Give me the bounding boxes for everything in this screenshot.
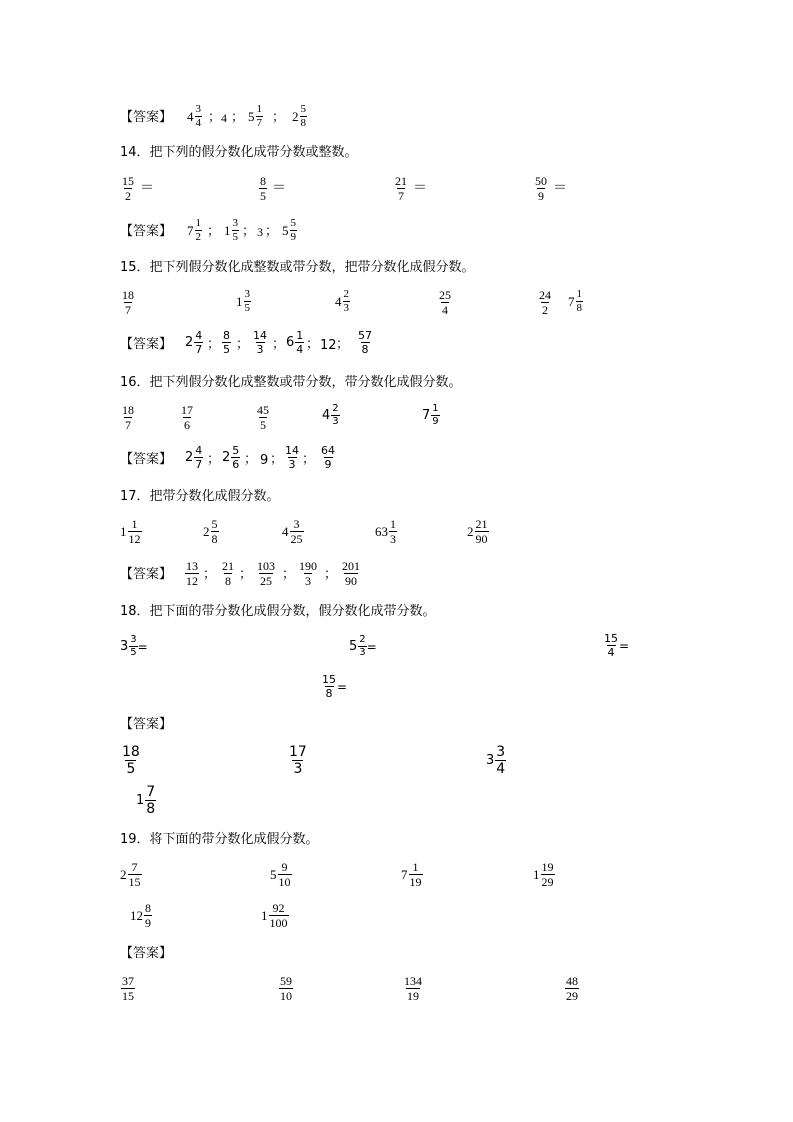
fraction: 5 $\frac{1}{7}$ (248, 103, 262, 129)
fraction: $\frac{50}{9}$ (535, 174, 547, 203)
fraction: $\frac{48}{29}$ (566, 974, 578, 1003)
q14-title: 14．把下列的假分数化成带分数或整数。 (120, 145, 358, 160)
fraction: 2 $\frac{5}{8}$ (292, 103, 306, 129)
fraction: $\frac{64}{9}$ (321, 444, 335, 471)
fraction: $\frac{17}{6}$ (181, 403, 193, 432)
fraction: $\frac{134}{19}$ (404, 974, 422, 1003)
fraction: $\frac{18}{5}$ (122, 744, 140, 777)
fraction: 7 $\frac{1}{8}$ (568, 288, 582, 314)
fraction: 4 $\frac{2}{3}$ (322, 403, 339, 427)
fraction: 7 $\frac{1}{19}$ (401, 860, 422, 889)
fraction: $\frac{8}{5}$ (260, 174, 266, 203)
fraction: $\frac{15}{4}$ = (604, 632, 630, 659)
fraction: 1 $\frac{7}{8}$ (136, 784, 156, 817)
answer-label: 【答案】 (120, 946, 173, 961)
q15-answer-row: 【答案】 2 $\frac{4}{7}$ ； $\frac{8}{5}$ ； $\frac{14}{3}$ ； 6 $\frac{1}{4}$ ； 12 ； $\frac{57}{8}$ (120, 329, 372, 356)
fraction: $\frac{14}{3}$ (253, 329, 267, 356)
fraction: $\frac{14}{3}$ (285, 444, 299, 471)
fraction: $\frac{201}{90}$ (342, 559, 360, 588)
integer: 3 (257, 225, 263, 239)
fraction: 2 $\frac{4}{7}$ (185, 329, 203, 356)
q16-items-row (0, 403, 793, 432)
integer: 4 (221, 111, 227, 125)
fraction: $\frac{45}{5}$ (257, 403, 269, 432)
fraction: 1 $\frac{19}{29}$ (533, 860, 554, 889)
fraction: 2 $\frac{5}{6}$ (222, 444, 240, 471)
q14-answer-row: 【答案】 7 $\frac{1}{2}$ ； 1 $\frac{3}{5}$ ； 3 ； 5 $\frac{5}{9}$ (120, 217, 296, 243)
q16-answer-row: 【答案】 2 $\frac{4}{7}$ ； 2 $\frac{5}{6}$ ； 9 ； $\frac{14}{3}$ ； $\frac{64}{9}$ (120, 444, 335, 471)
fraction: $\frac{190}{3}$ (299, 559, 317, 588)
integer: 12 (320, 338, 337, 353)
fraction: 1 $\frac{3}{5}$ (236, 288, 250, 314)
fraction: 5 $\frac{9}{10}$ (270, 860, 291, 889)
fraction: $\frac{24}{2}$ (539, 288, 551, 317)
q18-items-row-2 (0, 673, 793, 700)
fraction: $\frac{17}{3}$ (289, 744, 307, 777)
q18-answer-row-2 (0, 784, 793, 817)
fraction: 1 $\frac{3}{5}$ (224, 217, 238, 243)
fraction: $\frac{103}{25}$ (257, 559, 275, 588)
q18-items-row (0, 632, 793, 659)
fraction: 4 $\frac{3}{4}$ (187, 103, 201, 129)
q14-items-row: $\frac{15}{2}$ ＝ $\frac{8}{5}$ ＝ $\frac{21}{7}$ ＝ $\frac{50}{9}$ ＝ (122, 174, 567, 203)
fraction: 12 $\frac{8}{9}$ (130, 901, 151, 930)
q17-title: 17．把带分数化成假分数。 (120, 489, 280, 504)
fraction: 4 $\frac{3}{25}$ (282, 517, 303, 546)
fraction: $\frac{21}{7}$ (395, 174, 407, 203)
fraction: $\frac{59}{10}$ (280, 974, 292, 1003)
fraction: 1 $\frac{1}{12}$ (120, 517, 141, 546)
q17-items-row (0, 517, 793, 546)
q19-answer-row (0, 974, 793, 1003)
fraction: $\frac{15}{2}$ (122, 174, 134, 203)
q19-items-row-2 (0, 901, 793, 930)
fraction: 3 $\frac{3}{5}$ = (120, 634, 148, 658)
fraction: 2 $\frac{7}{15}$ (120, 860, 141, 889)
fraction: $\frac{37}{15}$ (122, 974, 134, 1003)
fraction: $\frac{18}{7}$ (122, 403, 134, 432)
q16-title: 16．把下列假分数化成整数或带分数，带分数化成假分数。 (120, 375, 462, 390)
fraction: $\frac{13}{12}$ (186, 559, 198, 588)
fraction: $\frac{57}{8}$ (358, 329, 372, 356)
fraction: 2 $\frac{4}{7}$ (185, 444, 203, 471)
q17-answer-row: 【答案】 $\frac{13}{12}$ ； $\frac{21}{8}$ ； $\frac{103}{25}$ ； $\frac{190}{3}$ ； $\frac{201}{90}$ (120, 559, 360, 588)
q13-answer-row: 【答案】 4 $\frac{3}{4}$ ； 4 ； 5 $\frac{1}{7}$ ； 2 $\frac{5}{8}$ (120, 103, 306, 129)
fraction: 63 $\frac{1}{3}$ (375, 517, 396, 546)
fraction: 7 $\frac{1}{9}$ (422, 403, 439, 427)
q15-items-row (0, 288, 793, 317)
q19-items-row (0, 860, 793, 889)
integer: 9 (260, 453, 269, 468)
fraction: 6 $\frac{1}{4}$ (286, 329, 304, 356)
fraction: $\frac{18}{7}$ (122, 288, 134, 317)
fraction: $\frac{8}{5}$ (223, 329, 230, 356)
answer-label: 【答案】 (120, 110, 173, 125)
fraction: 2 $\frac{21}{90}$ (467, 517, 488, 546)
fraction: $\frac{21}{8}$ (222, 559, 234, 588)
fraction: 5 $\frac{2}{3}$ = (349, 634, 377, 658)
fraction: 2 $\frac{5}{8}$ (203, 517, 218, 546)
q18-answer-row (0, 744, 793, 777)
fraction: 5 $\frac{5}{9}$ (282, 217, 296, 243)
fraction: 7 $\frac{1}{2}$ (187, 217, 201, 243)
fraction: 1 $\frac{92}{100}$ (261, 901, 288, 930)
fraction: $\frac{15}{8}$ = (322, 673, 348, 700)
answer-label: 【答案】 (120, 717, 173, 732)
fraction: 4 $\frac{2}{3}$ (335, 288, 349, 314)
fraction: 3 $\frac{3}{4}$ (486, 744, 506, 777)
q15-title: 15．把下列假分数化成整数或带分数，把带分数化成假分数。 (120, 260, 475, 275)
fraction: $\frac{25}{4}$ (439, 288, 451, 317)
q18-title: 18．把下面的带分数化成假分数，假分数化成带分数。 (120, 604, 436, 619)
q19-title: 19．将下面的带分数化成假分数。 (120, 832, 319, 847)
